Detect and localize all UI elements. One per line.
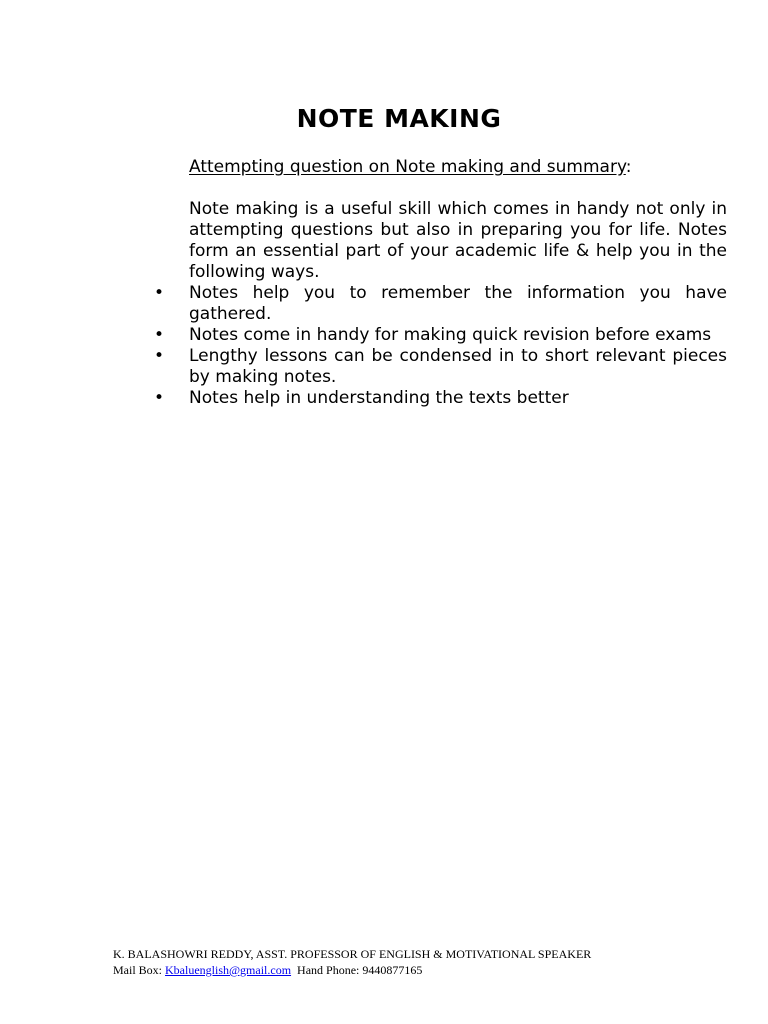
footer-author-line: K. BALASHOWRI REDDY, ASST. PROFESSOR OF ENGLISH & MOTIVATIONAL SPEAKER (113, 947, 592, 961)
phone-label: Hand Phone: 9440877165 (291, 963, 423, 977)
page-title: NOTE MAKING (296, 104, 502, 133)
list-item-text: Lengthy lessons can be condensed in to short relevant pieces by making notes. (189, 346, 727, 387)
intro-paragraph: Note making is a useful skill which comes in handy not only in attempting questions but also in preparing you for life. Notes form an essential part of your academic life & help you in the following ways. (189, 199, 727, 282)
bullet-icon: • (154, 325, 165, 345)
bullet-icon: • (154, 346, 165, 366)
bullet-icon: • (154, 388, 165, 408)
bullet-icon: • (154, 283, 165, 303)
list-item-text: Notes help you to remember the information you have gathered. (189, 283, 727, 324)
list-item-text: Notes come in handy for making quick revision before exams (189, 325, 712, 345)
footer-contact-line (113, 962, 591, 978)
mail-label: Mail Box: (113, 963, 166, 977)
subheading (189, 157, 632, 177)
bullet-list (150, 283, 727, 409)
list-item-text: Notes help in understanding the texts better (189, 388, 569, 408)
subheading-text: Attempting question on Note making and summary (189, 157, 626, 177)
subheading-colon: : (625, 157, 632, 177)
list-item (150, 346, 727, 388)
page-footer (113, 946, 591, 978)
list-item (150, 388, 727, 409)
list-item (150, 325, 727, 346)
list-item (150, 283, 727, 325)
email-link[interactable]: Kbaluenglish@gmail.com (165, 963, 292, 977)
